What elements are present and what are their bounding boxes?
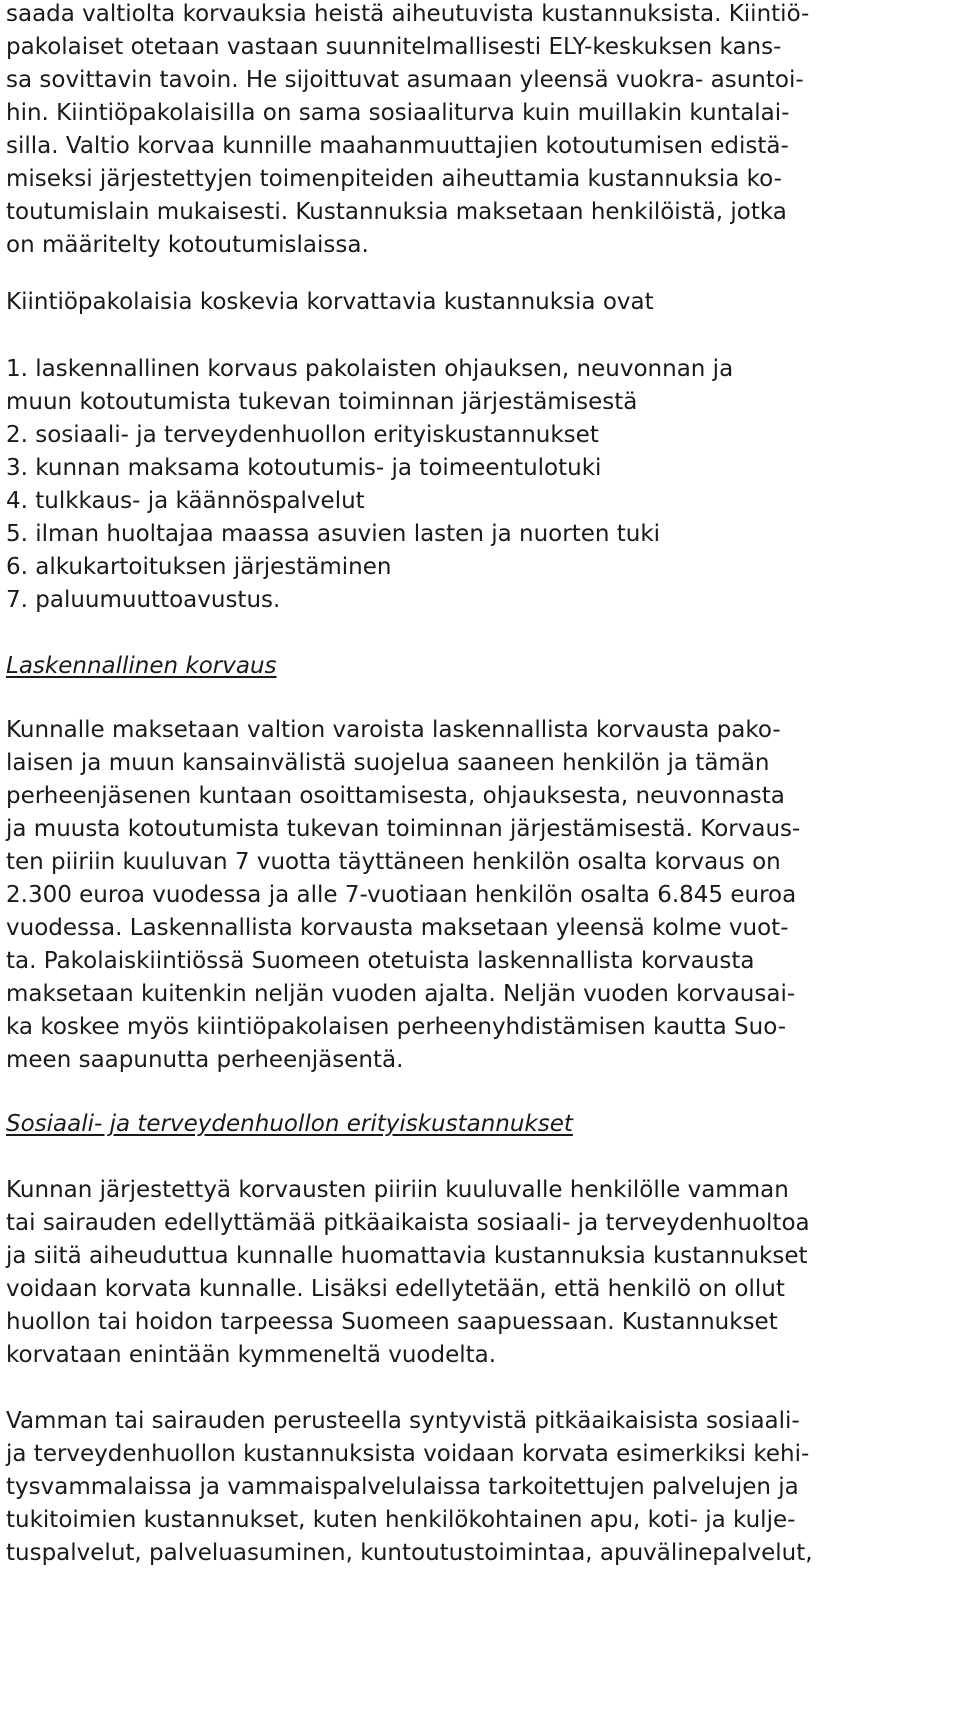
intro-line: silla. Valtio korvaa kunnille maahanmuuttajien kotoutumisen edistä- <box>6 133 789 159</box>
section1-line: ja muusta kotoutumista tukevan toiminnan järjestämisestä. Korvaus- <box>6 816 801 842</box>
section2-line: tysvammalaissa ja vammaispalvelulaissa tarkoitettujen palvelujen ja <box>6 1474 799 1500</box>
section2-line: ja siitä aiheuduttua kunnalle huomattavia kustannuksia kustannukset <box>6 1243 808 1269</box>
intro-line: toutumislain mukaisesti. Kustannuksia maksetaan henkilöistä, jotka <box>6 199 787 225</box>
list-item: 2. sosiaali- ja terveydenhuollon erityiskustannukset <box>6 422 599 448</box>
section2-line: Kunnan järjestettyä korvausten piiriin kuuluvalle henkilölle vamman <box>6 1177 789 1203</box>
section1-line: ten piiriin kuuluvan 7 vuotta täyttäneen henkilön osalta korvaus on <box>6 849 781 875</box>
section1-line: maksetaan kuitenkin neljän vuoden ajalta. Neljän vuoden korvausai- <box>6 981 796 1007</box>
section2-line: tai sairauden edellyttämää pitkäaikaista sosiaali- ja terveydenhuoltoa <box>6 1210 810 1236</box>
section1-line: vuodessa. Laskennallista korvausta maksetaan yleensä kolme vuot- <box>6 915 789 941</box>
section-heading-laskennallinen: Laskennallinen korvaus <box>6 653 277 679</box>
intro-line: pakolaiset otetaan vastaan suunnitelmallisesti ELY-keskuksen kans- <box>6 34 782 60</box>
list-item: 7. paluumuuttoavustus. <box>6 587 281 613</box>
section2-line: tukitoimien kustannukset, kuten henkilökohtainen apu, koti- ja kulje- <box>6 1507 796 1533</box>
list-intro: Kiintiöpakolaisia koskevia korvattavia kustannuksia ovat <box>6 289 654 315</box>
intro-line: on määritelty kotoutumislaissa. <box>6 232 369 258</box>
intro-line: sa sovittavin tavoin. He sijoittuvat asumaan yleensä vuokra- asuntoi- <box>6 67 804 93</box>
section2-line: voidaan korvata kunnalle. Lisäksi edellytetään, että henkilö on ollut <box>6 1276 785 1302</box>
list-item: 5. ilman huoltajaa maassa asuvien lasten ja nuorten tuki <box>6 521 661 547</box>
section1-line: laisen ja muun kansainvälistä suojelua saaneen henkilön ja tämän <box>6 750 770 776</box>
section1-line: ka koskee myös kiintiöpakolaisen perheenyhdistämisen kautta Suo- <box>6 1014 787 1040</box>
list-item: 6. alkukartoituksen järjestäminen <box>6 554 392 580</box>
intro-line: hin. Kiintiöpakolaisilla on sama sosiaaliturva kuin muillakin kuntalai- <box>6 100 790 126</box>
section2-line: huollon tai hoidon tarpeessa Suomeen saapuessaan. Kustannukset <box>6 1309 778 1335</box>
section1-line: ta. Pakolaiskiintiössä Suomeen otetuista laskennallista korvausta <box>6 948 755 974</box>
section2-line: korvataan enintään kymmeneltä vuodelta. <box>6 1342 497 1368</box>
section1-line: meen saapunutta perheenjäsentä. <box>6 1047 404 1073</box>
section-heading-erityiskustannukset: Sosiaali- ja terveydenhuollon erityiskustannukset <box>6 1111 573 1137</box>
section1-line: Kunnalle maksetaan valtion varoista laskennallista korvausta pako- <box>6 717 781 743</box>
intro-line: miseksi järjestettyjen toimenpiteiden aiheuttamia kustannuksia ko- <box>6 166 782 192</box>
section2-line: ja terveydenhuollon kustannuksista voidaan korvata esimerkiksi kehi- <box>6 1441 810 1467</box>
list-item: muun kotoutumista tukevan toiminnan järjestämisestä <box>6 389 638 415</box>
section2-line: tuspalvelut, palveluasuminen, kuntoutustoimintaa, apuvälinepalvelut, <box>6 1540 813 1566</box>
section1-line: perheenjäsenen kuntaan osoittamisesta, ohjauksesta, neuvonnasta <box>6 783 785 809</box>
list-item: 3. kunnan maksama kotoutumis- ja toimeentulotuki <box>6 455 602 481</box>
list-item: 1. laskennallinen korvaus pakolaisten ohjauksen, neuvonnan ja <box>6 356 734 382</box>
list-item: 4. tulkkaus- ja käännöspalvelut <box>6 488 365 514</box>
section2-line: Vamman tai sairauden perusteella syntyvistä pitkäaikaisista sosiaali- <box>6 1408 800 1434</box>
section1-line: 2.300 euroa vuodessa ja alle 7-vuotiaan henkilön osalta 6.845 euroa <box>6 882 797 908</box>
intro-line: saada valtiolta korvauksia heistä aiheutuvista kustannuksista. Kiintiö- <box>6 1 810 27</box>
